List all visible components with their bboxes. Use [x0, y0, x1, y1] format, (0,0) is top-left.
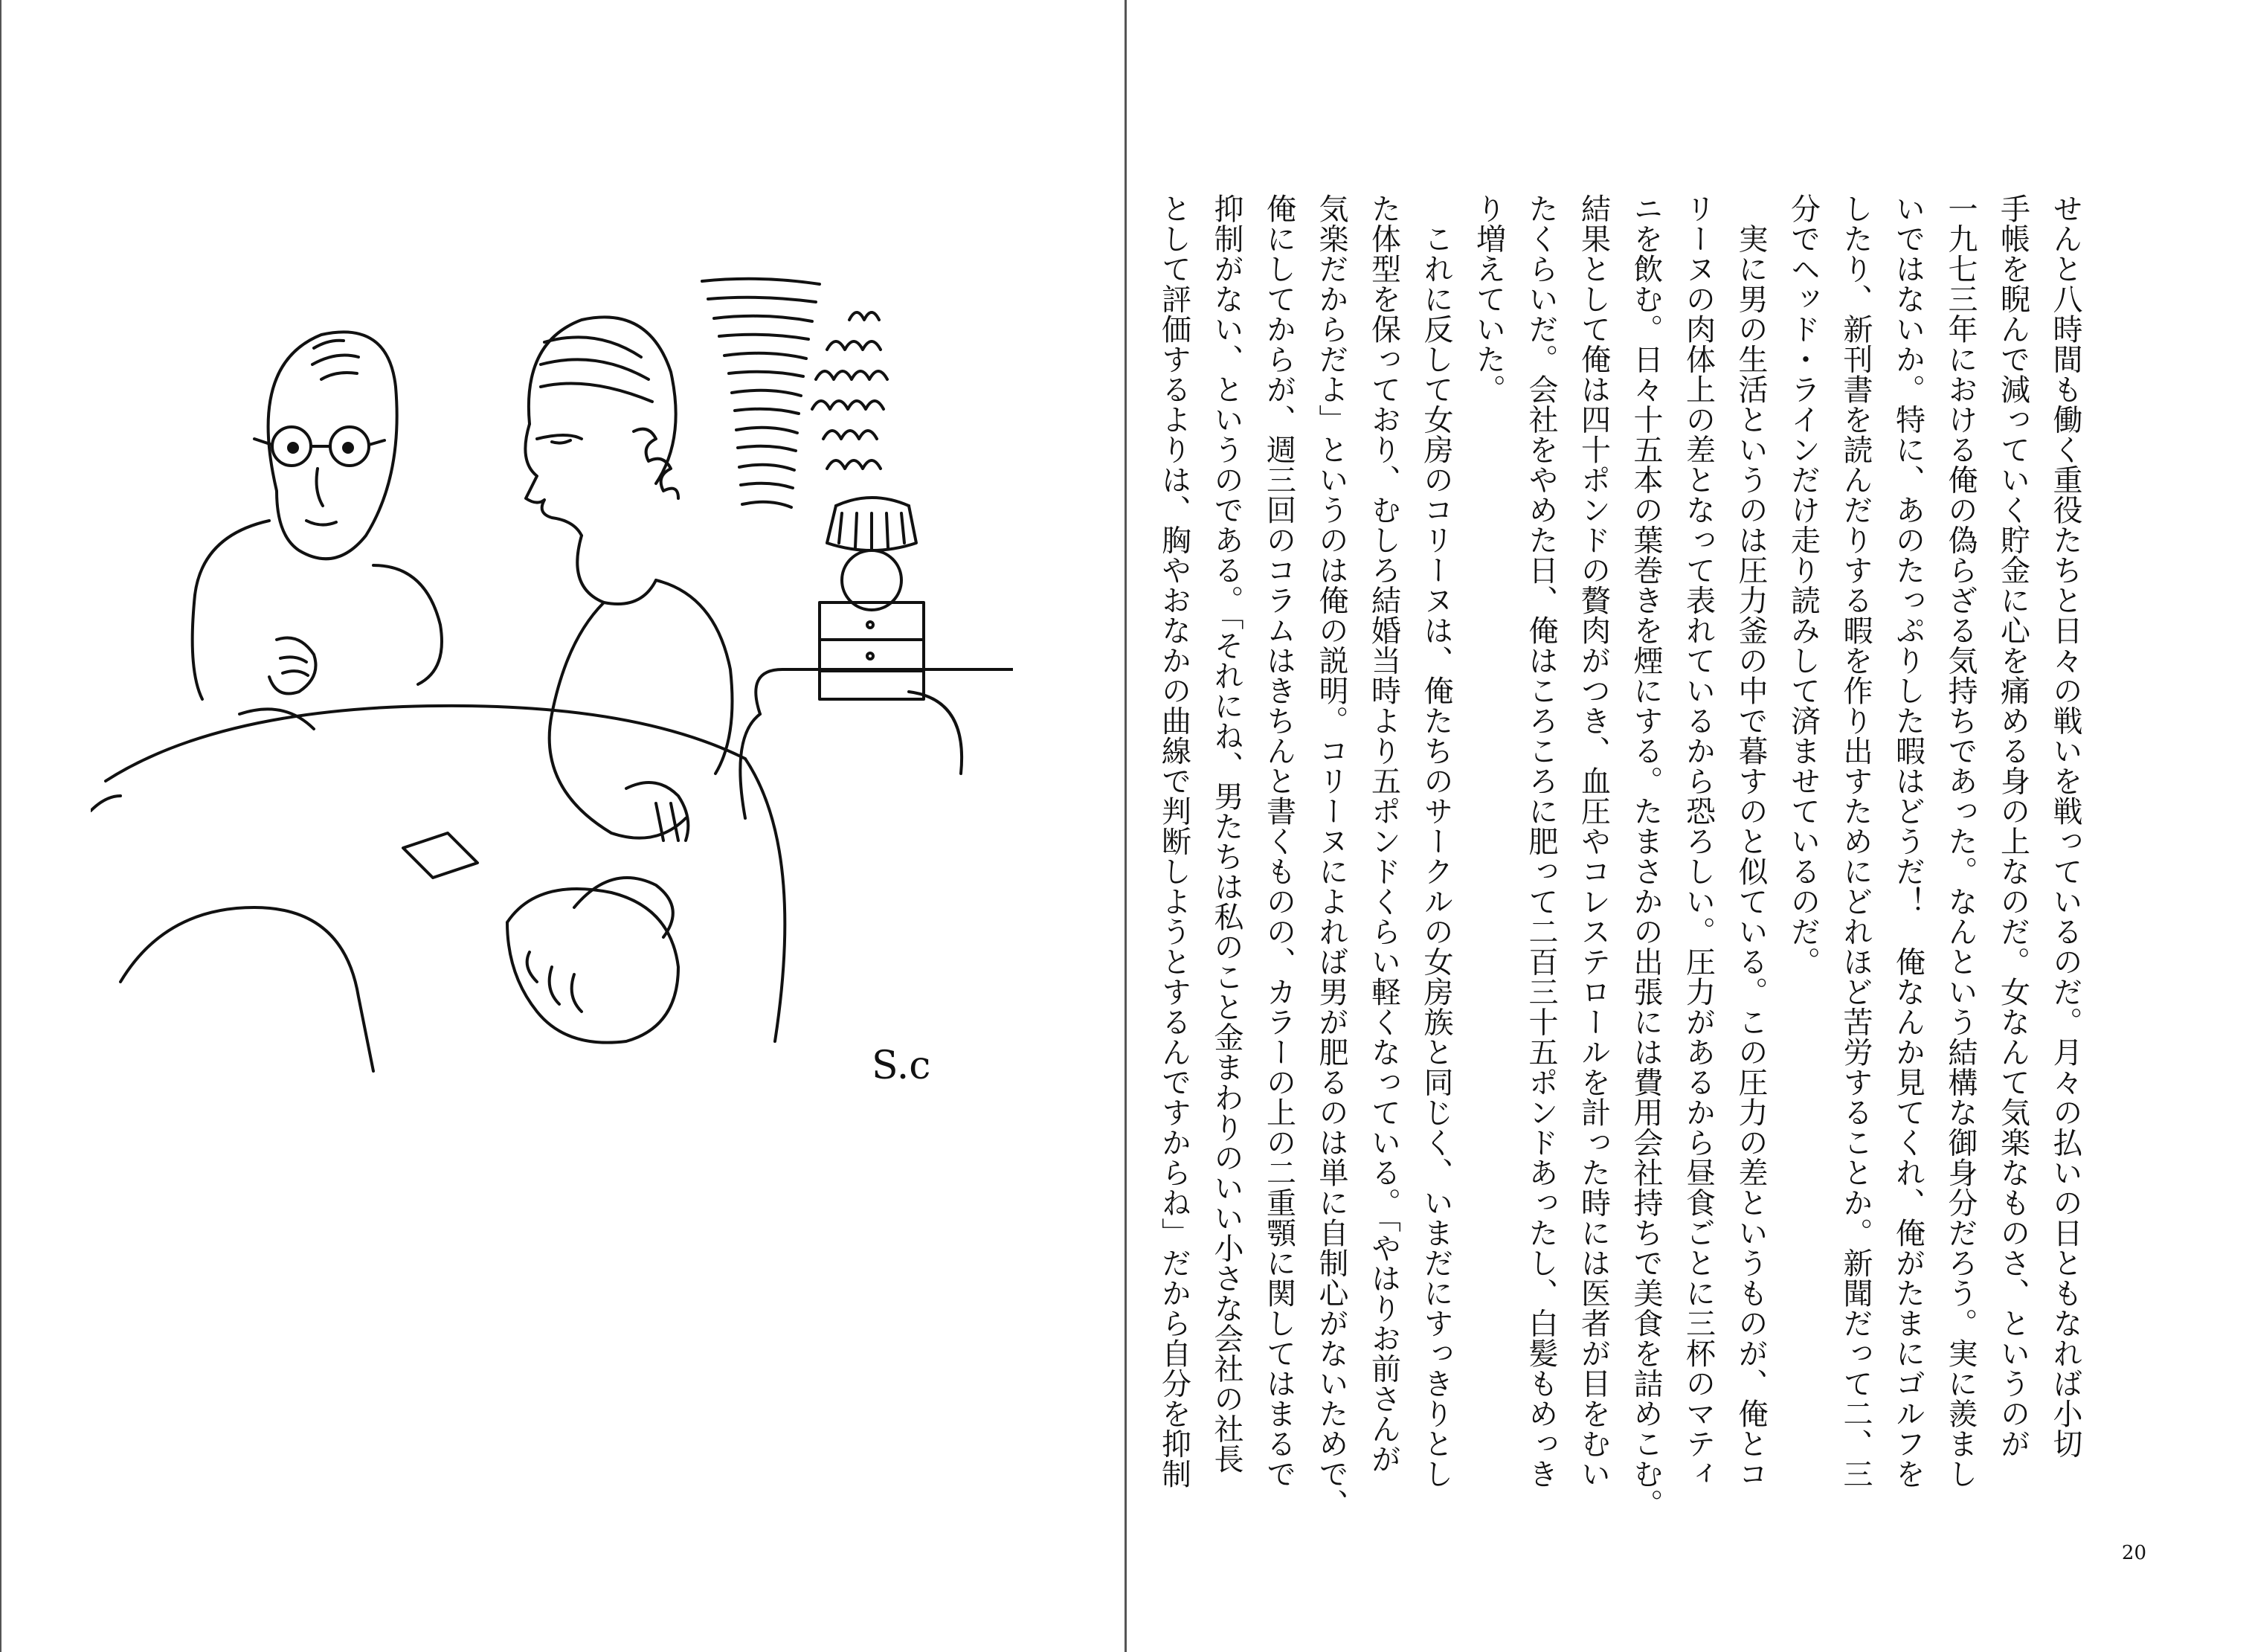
- left-page: [0, 0, 1124, 1652]
- line-drawing-illustration: [91, 253, 1013, 1145]
- page-number: 20: [2121, 1542, 2146, 1564]
- vertical-body-text: [1148, 193, 2091, 1519]
- text-line: したり、新刊書を読んだりする暇を作り出すためにどれほど苦労することか。新聞だって二、三: [1838, 193, 1873, 1489]
- text-line: 気楽だからだよ」というのは俺の説明。コリーヌによれば男が肥るのは単に自制心がないためで、: [1314, 193, 1348, 1519]
- text-line: たくらいだ。会社をやめた日、俺はころころに肥って二百三十五ポンドあったし、白髪もめっき: [1524, 193, 1558, 1489]
- right-page: [1127, 0, 2249, 1652]
- text-line: 一九七三年における俺の偽らざる気持ちであった。なんという結構な御身分だろう。実に羨まし: [1943, 193, 1978, 1489]
- text-line: 手帳を睨んで減っていく貯金に心を痛める身の上なのだ。女なんて気楽なものさ、というのが: [1995, 193, 2030, 1459]
- text-line: 抑制がない、というのである。「それにね、男たちは私のこと金まわりのいい小さな会社の社長: [1209, 193, 1243, 1474]
- text-line: として評価するよりは、胸やおなかの曲線で判断しようとするんですからね」だから自分を抑制: [1156, 193, 1191, 1489]
- text-line: 分でヘッド・ラインだけ走り読みして済ませているのだ。: [1786, 193, 1821, 977]
- text-line: いではないか。特に、あのたっぷりした暇はどうだ！ 俺なんか見てくれ、俺がたまにゴルフを: [1891, 193, 1925, 1489]
- man-figure: [193, 332, 442, 729]
- woman-figure: [525, 317, 732, 841]
- text-line: ニを飲む。日々十五本の葉巻きを煙にする。たまさかの出張には費用会社持ちで美食を詰めこむ。: [1629, 193, 1663, 1519]
- text-line: 俺にしてからが、週三回のコラムはきちんと書くものの、カラーの上の二重顎に関してはまるで: [1261, 193, 1296, 1489]
- text-line: り増えていた。: [1471, 193, 1506, 405]
- text-line: これに反して女房のコリーヌは、俺たちのサークルの女房族と同じく、いまだにすっきりとし: [1419, 193, 1453, 1489]
- text-line: た体型を保っており、むしろ結婚当時より五ポンドくらい軽くなっている。「やはりお前さんが: [1366, 193, 1401, 1474]
- side-table: [820, 602, 924, 699]
- artist-signature: S.c: [872, 1044, 931, 1088]
- potted-plant: [812, 312, 916, 610]
- text-line: 実に男の生活というのは圧力釜の中で暮すのと似ている。この圧力の差というものが、俺とコ: [1734, 193, 1768, 1489]
- text-line: せんと八時間も働く重役たちと日々の戦いを戦っているのだ。月々の払いの日ともなれば小切: [2048, 193, 2082, 1459]
- text-line: 結果として俺は四十ポンドの贅肉がつき、血圧やコレステロールを計った時には医者が目をむい: [1576, 193, 1611, 1489]
- text-line: リーヌの肉体上の差となって表れているから恐ろしい。圧力があるから昼食ごとに三杯のマティ: [1681, 193, 1716, 1489]
- round-table: [91, 706, 785, 1071]
- sofa: [740, 669, 1013, 818]
- window-blinds: [702, 279, 820, 507]
